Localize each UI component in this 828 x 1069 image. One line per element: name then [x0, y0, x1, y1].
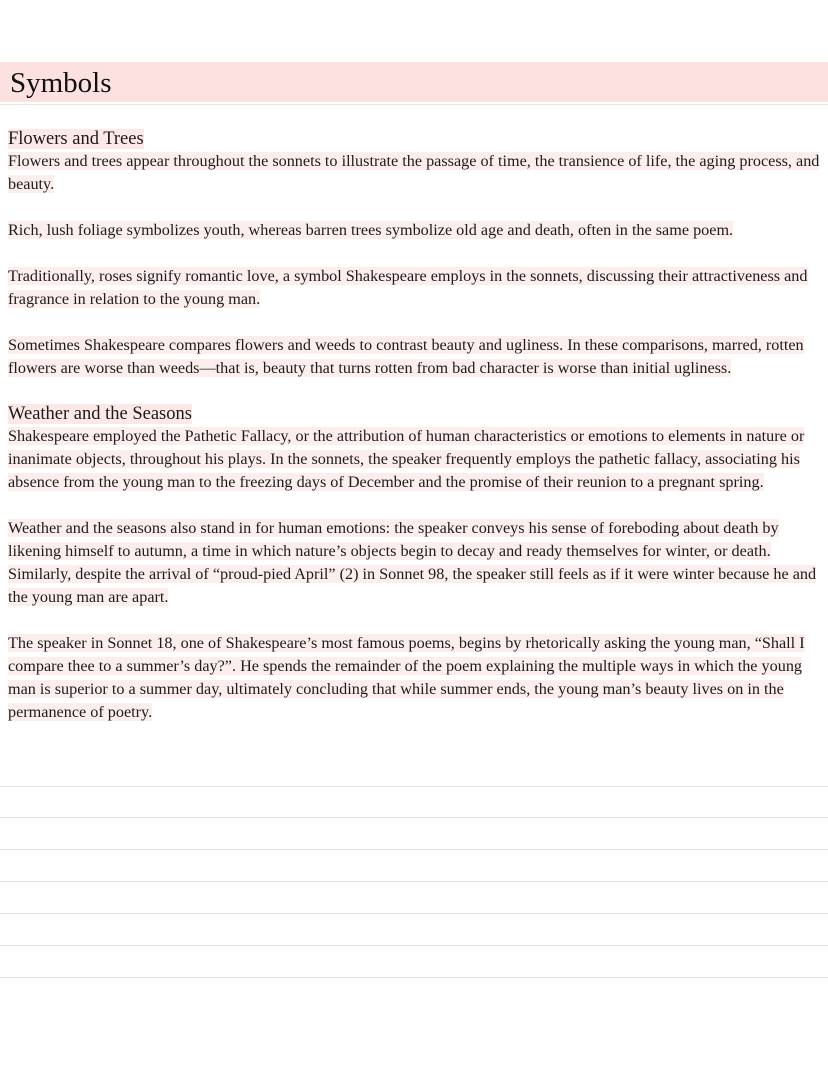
paragraph: Sometimes Shakespeare compares flowers and weeds to contrast beauty and ugliness. In these comparisons, marred, rotten flowers are worse than weeds—that is, beauty that turns rotten from bad character is worse than initial ugliness.	[8, 336, 804, 377]
ruled-line	[0, 786, 828, 787]
ruled-line	[0, 913, 828, 914]
paragraph: Rich, lush foliage symbolizes youth, whereas barren trees symbolize old age and death, often in the same poem.	[8, 221, 734, 239]
ruled-line	[0, 849, 828, 850]
paragraph: The speaker in Sonnet 18, one of Shakespeare’s most famous poems, begins by rhetorically asking the young man, “Shall I compare thee to a summer’s day?”. He spends the remainder of the poem explaining the multiple ways in which the young man is superior to a summer day, ultimately concluding that while summer ends, the young man’s beauty lives on in the permanence of poetry.	[8, 634, 805, 721]
notes-body	[8, 128, 820, 747]
section-flowers-and-trees	[8, 128, 820, 380]
ruled-line	[0, 977, 828, 978]
title-band	[0, 62, 828, 102]
section-heading: Weather and the Seasons	[8, 404, 192, 424]
page-title: Symbols	[10, 67, 112, 99]
title-divider	[0, 104, 828, 105]
paragraph: Traditionally, roses signify romantic love, a symbol Shakespeare employs in the sonnets, discussing their attractiveness and fragrance in relation to the young man.	[8, 267, 808, 308]
ruled-line	[0, 945, 828, 946]
paragraph: Shakespeare employed the Pathetic Fallacy, or the attribution of human characteristics or emotions to elements in nature or inanimate objects, throughout his plays. In the sonnets, the speaker frequently employs the pathetic fallacy, associating his absence from the young man to the freezing days of December and the promise of their reunion to a pregnant spring.	[8, 427, 805, 491]
section-weather-and-seasons	[8, 403, 820, 724]
paragraph: Flowers and trees appear throughout the sonnets to illustrate the passage of time, the transience of life, the aging process, and beauty.	[8, 152, 820, 193]
ruled-line	[0, 881, 828, 882]
paragraph: Weather and the seasons also stand in for human emotions: the speaker conveys his sense of foreboding about death by likening himself to autumn, a time in which nature’s objects begin to decay and ready themselves for winter, or death. Similarly, despite the arrival of “proud-pied April” (2) in Sonnet 98, the speaker still feels as if it were winter because he and the young man are apart.	[8, 519, 817, 606]
section-heading: Flowers and Trees	[8, 129, 144, 149]
ruled-line	[0, 817, 828, 818]
